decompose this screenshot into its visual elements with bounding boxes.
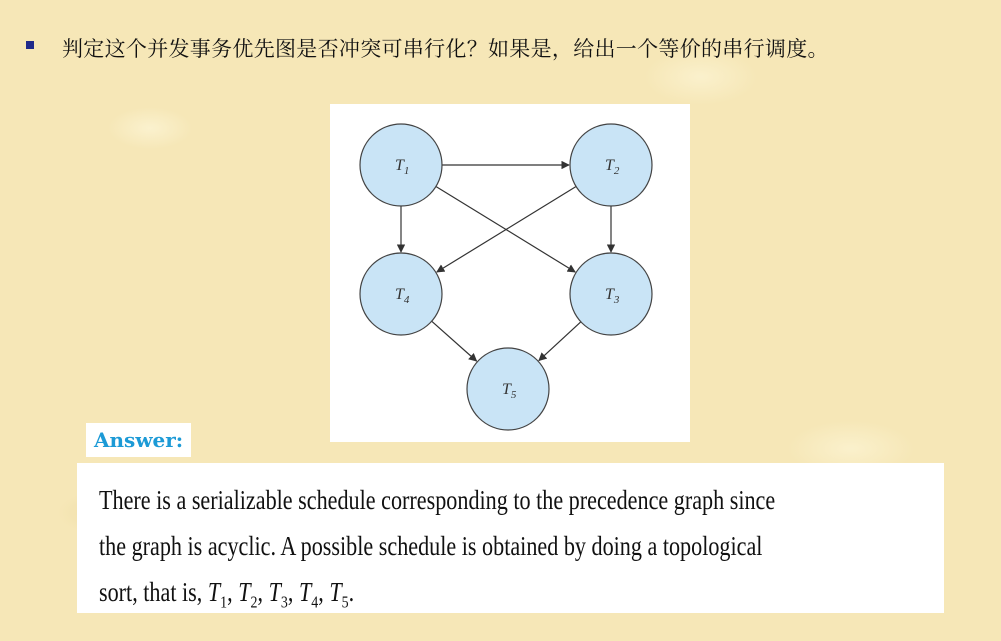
node-label: $T_1$: [395, 157, 410, 177]
schedule-item: $T_3$,: [268, 577, 299, 612]
node-t5: [467, 348, 549, 430]
node-label: $T_3$: [605, 286, 620, 306]
answer-label: Answer:: [86, 423, 191, 457]
edge-t3-t5: [539, 322, 581, 361]
answer-line-2: the graph is acyclic. A possible schedule is obtained by doing a topological: [99, 531, 763, 561]
node-label: $T_4$: [395, 286, 410, 306]
node-label: $T_5$: [502, 381, 517, 401]
schedule-order: [207, 577, 355, 612]
schedule-item: $T_4$,: [298, 577, 330, 612]
edge-t4-t5: [432, 321, 477, 361]
node-t4: [360, 253, 442, 335]
precedence-graph: [330, 104, 690, 442]
answer-line-3: [99, 569, 944, 625]
bullet-icon: [26, 41, 34, 49]
schedule-item: $T_2$,: [238, 577, 269, 612]
answer-text: [99, 477, 944, 625]
node-t1: [360, 124, 442, 206]
answer-line-1: There is a serializable schedule corresponding to the precedence graph since: [99, 485, 776, 515]
answer-line-3-prefix: sort, that is,: [99, 577, 208, 607]
answer-box: [77, 463, 944, 613]
node-t3: [570, 253, 652, 335]
schedule-item: $T_5$.: [329, 577, 355, 612]
node-t2: [570, 124, 652, 206]
schedule-item: $T_1$,: [207, 577, 239, 612]
precedence-graph-figure: [330, 104, 690, 442]
question-text: 判定这个并发事务优先图是否冲突可串行化？如果是，给出一个等价的串行调度。: [62, 37, 829, 61]
node-label: $T_2$: [605, 157, 620, 177]
